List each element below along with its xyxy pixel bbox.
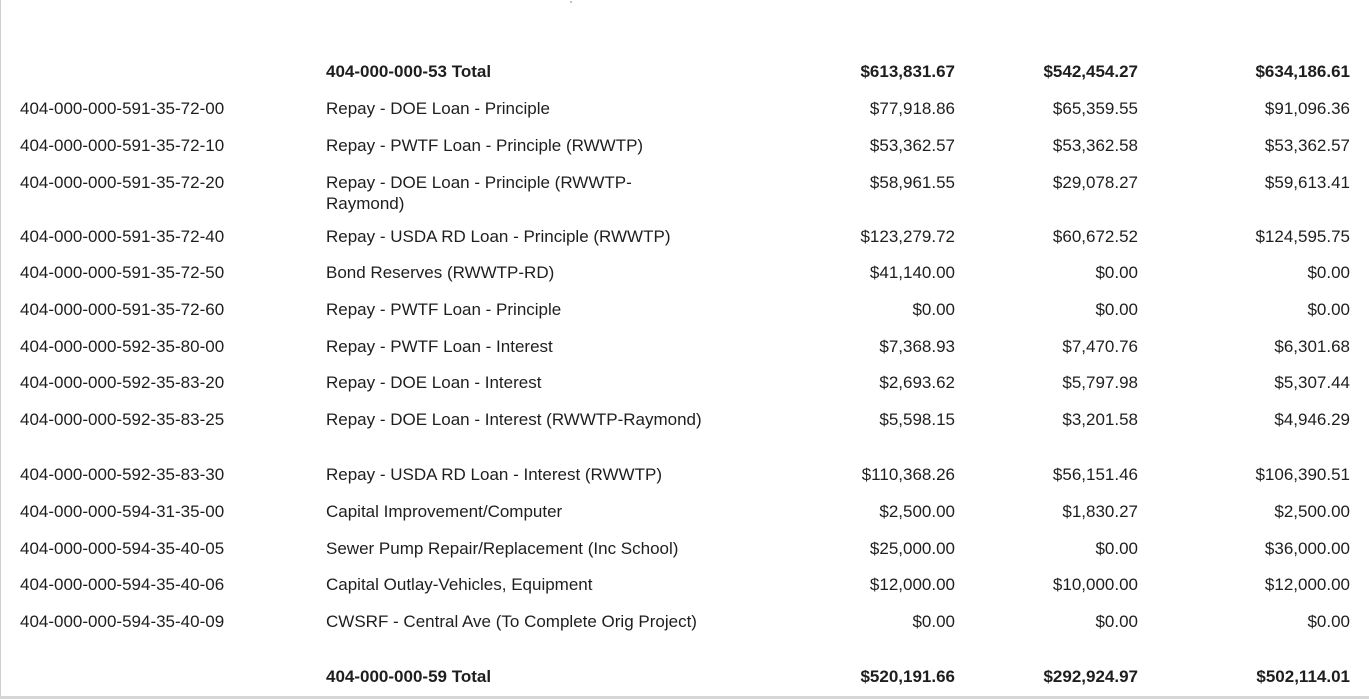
- value-col2: $56,151.46: [1052, 465, 1138, 484]
- scan-speck: [570, 1, 572, 3]
- value-col3: $106,390.51: [1255, 465, 1350, 484]
- account-number: 404-000-000-592-35-80-00: [20, 337, 225, 356]
- line-description: Repay - USDA RD Loan - Interest (RWWTP): [326, 465, 662, 484]
- value-col3: $91,096.36: [1264, 99, 1350, 118]
- line-description: Repay - DOE Loan - Principle (RWWTP-Raymond): [326, 173, 632, 213]
- value-col2: $7,470.76: [1062, 337, 1138, 356]
- value-col3: $36,000.00: [1264, 539, 1350, 558]
- value-col2: $29,078.27: [1052, 173, 1138, 192]
- line-description: CWSRF - Central Ave (To Complete Orig Project): [326, 612, 697, 631]
- line-description: Capital Outlay-Vehicles, Equipment: [326, 575, 593, 594]
- line-description: Capital Improvement/Computer: [326, 502, 563, 521]
- total-value-col1: $520,191.66: [860, 667, 955, 686]
- value-col2: $53,362.58: [1052, 136, 1138, 155]
- account-number: 404-000-000-594-35-40-05: [20, 539, 225, 558]
- value-col3: $4,946.29: [1274, 410, 1350, 429]
- total-value-col3: $634,186.61: [1255, 62, 1350, 81]
- value-col2: $3,201.58: [1062, 410, 1138, 429]
- total-label: 404-000-000-59 Total: [326, 667, 492, 686]
- total-value-col1: $613,831.67: [860, 62, 955, 81]
- value-col1: $41,140.00: [869, 263, 955, 282]
- line-description: Repay - PWTF Loan - Principle: [326, 300, 562, 319]
- account-number: 404-000-000-591-35-72-20: [20, 173, 225, 192]
- value-col3: $53,362.57: [1264, 136, 1350, 155]
- account-number: 404-000-000-591-35-72-60: [20, 300, 225, 319]
- value-col3: $5,307.44: [1274, 373, 1350, 392]
- account-number: 404-000-000-594-31-35-00: [20, 502, 225, 521]
- account-number: 404-000-000-594-35-40-06: [20, 575, 225, 594]
- value-col1: $12,000.00: [869, 575, 955, 594]
- account-number: 404-000-000-591-35-72-10: [20, 136, 225, 155]
- value-col3: $0.00: [1307, 263, 1350, 282]
- value-col2: $65,359.55: [1052, 99, 1138, 118]
- total-value-col3: $502,114.01: [1256, 667, 1350, 686]
- value-col1: $25,000.00: [869, 539, 955, 558]
- line-description: Repay - USDA RD Loan - Principle (RWWTP): [326, 227, 671, 246]
- line-description: Repay - DOE Loan - Interest (RWWTP-Raymond): [326, 410, 702, 429]
- value-col2: $0.00: [1095, 539, 1138, 558]
- account-number: 404-000-000-591-35-72-50: [20, 263, 225, 282]
- total-value-col2: $542,454.27: [1043, 62, 1138, 81]
- total-label: 404-000-000-53 Total: [326, 62, 492, 81]
- value-col3: $12,000.00: [1264, 575, 1350, 594]
- value-col2: $0.00: [1095, 300, 1138, 319]
- value-col3: $124,595.75: [1255, 227, 1350, 246]
- line-description: Repay - DOE Loan - Principle: [326, 99, 550, 118]
- value-col1: $0.00: [912, 300, 955, 319]
- value-col3: $59,613.41: [1264, 173, 1350, 192]
- value-col2: $60,672.52: [1052, 227, 1138, 246]
- total-value-col2: $292,924.97: [1043, 667, 1138, 686]
- value-col3: $6,301.68: [1274, 337, 1350, 356]
- account-number: 404-000-000-591-35-72-40: [20, 227, 225, 246]
- value-col2: $0.00: [1095, 263, 1138, 282]
- value-col1: $2,500.00: [879, 502, 955, 521]
- account-number: 404-000-000-592-35-83-30: [20, 465, 225, 484]
- value-col1: $58,961.55: [869, 173, 955, 192]
- value-col1: $0.00: [912, 612, 955, 631]
- line-description: Repay - PWTF Loan - Interest: [326, 337, 553, 356]
- line-description: Sewer Pump Repair/Replacement (Inc School): [326, 539, 679, 558]
- value-col3: $2,500.00: [1274, 502, 1350, 521]
- value-col1: $2,693.62: [879, 373, 955, 392]
- value-col1: $7,368.93: [879, 337, 955, 356]
- value-col3: $0.00: [1307, 300, 1350, 319]
- value-col1: $123,279.72: [860, 227, 955, 246]
- account-number: 404-000-000-592-35-83-20: [20, 373, 225, 392]
- line-description: Bond Reserves (RWWTP-RD): [326, 263, 555, 282]
- value-col3: $0.00: [1307, 612, 1350, 631]
- value-col1: $53,362.57: [869, 136, 955, 155]
- line-description: Repay - DOE Loan - Interest: [326, 373, 542, 392]
- page-edge-left: [0, 0, 1, 699]
- account-number: 404-000-000-592-35-83-25: [20, 410, 225, 429]
- value-col2: $5,797.98: [1062, 373, 1138, 392]
- value-col2: $10,000.00: [1052, 575, 1138, 594]
- value-col1: $5,598.15: [879, 410, 955, 429]
- value-col2: $1,830.27: [1062, 502, 1138, 521]
- value-col1: $110,368.26: [861, 465, 955, 484]
- value-col2: $0.00: [1095, 612, 1138, 631]
- line-description: Repay - PWTF Loan - Principle (RWWTP): [326, 136, 644, 155]
- value-col1: $77,918.86: [869, 99, 955, 118]
- account-number: 404-000-000-594-35-40-09: [20, 612, 225, 631]
- account-number: 404-000-000-591-35-72-00: [20, 99, 225, 118]
